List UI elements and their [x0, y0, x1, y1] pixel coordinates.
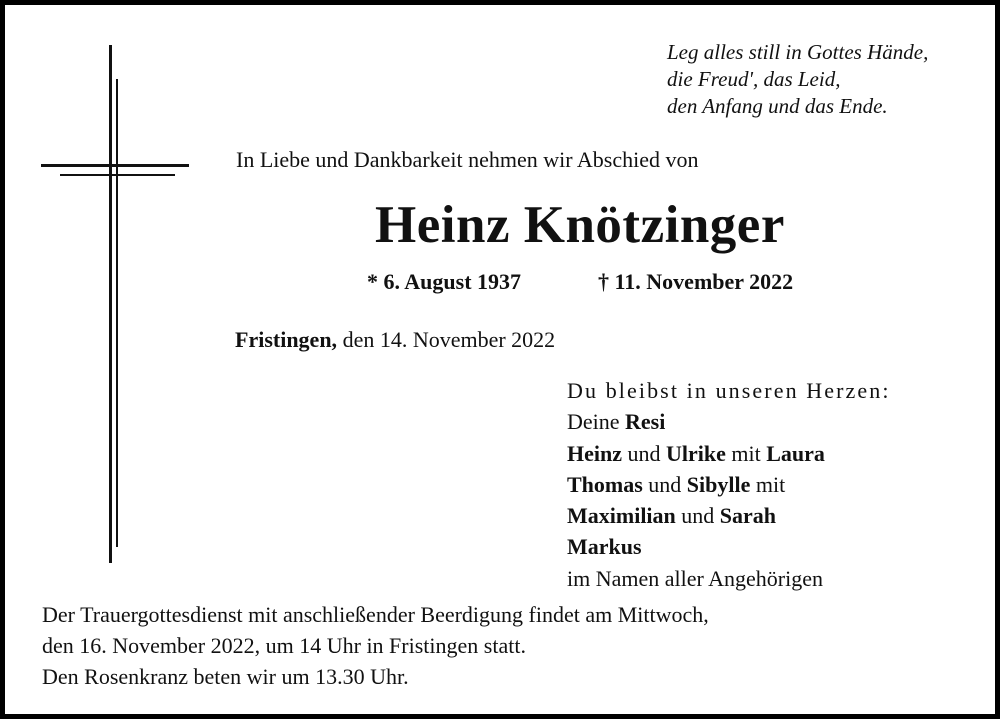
motto-verse — [667, 39, 987, 120]
family-list — [567, 375, 987, 594]
family-member-line — [567, 563, 987, 594]
motto-line: Leg alles still in Gottes Hände, — [667, 40, 929, 64]
family-member-line — [567, 531, 987, 562]
service-line: Der Trauergottesdienst mit anschließender Beerdigung findet am Mittwoch, — [42, 602, 709, 627]
motto-line: die Freud', das Leid, — [667, 67, 841, 91]
intro-text: In Liebe und Dankbarkeit nehmen wir Abschied von — [236, 147, 699, 172]
family-connector-text: und — [675, 503, 720, 529]
family-member-line — [567, 469, 987, 500]
birth-date: * 6. August 1937 — [367, 269, 522, 294]
family-connector-text: mit — [725, 440, 767, 466]
family-member-name: Ulrike — [666, 440, 726, 466]
notice-date: den 14. November 2022 — [342, 327, 556, 352]
family-member-name: Thomas — [567, 471, 643, 497]
place-and-date — [235, 327, 555, 353]
place-name: Fristingen, — [235, 327, 338, 352]
funeral-service-info — [42, 599, 982, 692]
deceased-name: Heinz Knötzinger — [375, 196, 785, 254]
family-connector-text: Deine — [567, 409, 626, 435]
family-member-line — [567, 406, 987, 437]
family-member-line — [567, 500, 987, 531]
family-connector-text: und — [642, 471, 687, 497]
death-date: † 11. November 2022 — [598, 269, 794, 294]
family-members — [567, 406, 987, 594]
family-connector-text: mit — [750, 471, 786, 497]
family-member-name: Heinz — [567, 440, 622, 466]
family-member-line — [567, 438, 987, 469]
family-member-name: Laura — [766, 440, 825, 466]
family-member-name: Sarah — [719, 503, 777, 529]
motto-line: den Anfang und das Ende. — [667, 94, 888, 118]
family-connector-text: im Namen aller Angehörigen — [567, 565, 823, 591]
service-line: Den Rosenkranz beten wir um 13.30 Uhr. — [42, 664, 409, 689]
family-member-name: Markus — [567, 534, 642, 560]
family-member-name: Maximilian — [567, 503, 676, 529]
family-connector-text: und — [622, 440, 666, 466]
family-member-name: Sibylle — [686, 471, 751, 497]
family-heading: Du bleibst in unseren Herzen: — [567, 378, 891, 403]
family-member-name: Resi — [625, 409, 666, 435]
service-line: den 16. November 2022, um 14 Uhr in Fristingen statt. — [42, 633, 526, 658]
